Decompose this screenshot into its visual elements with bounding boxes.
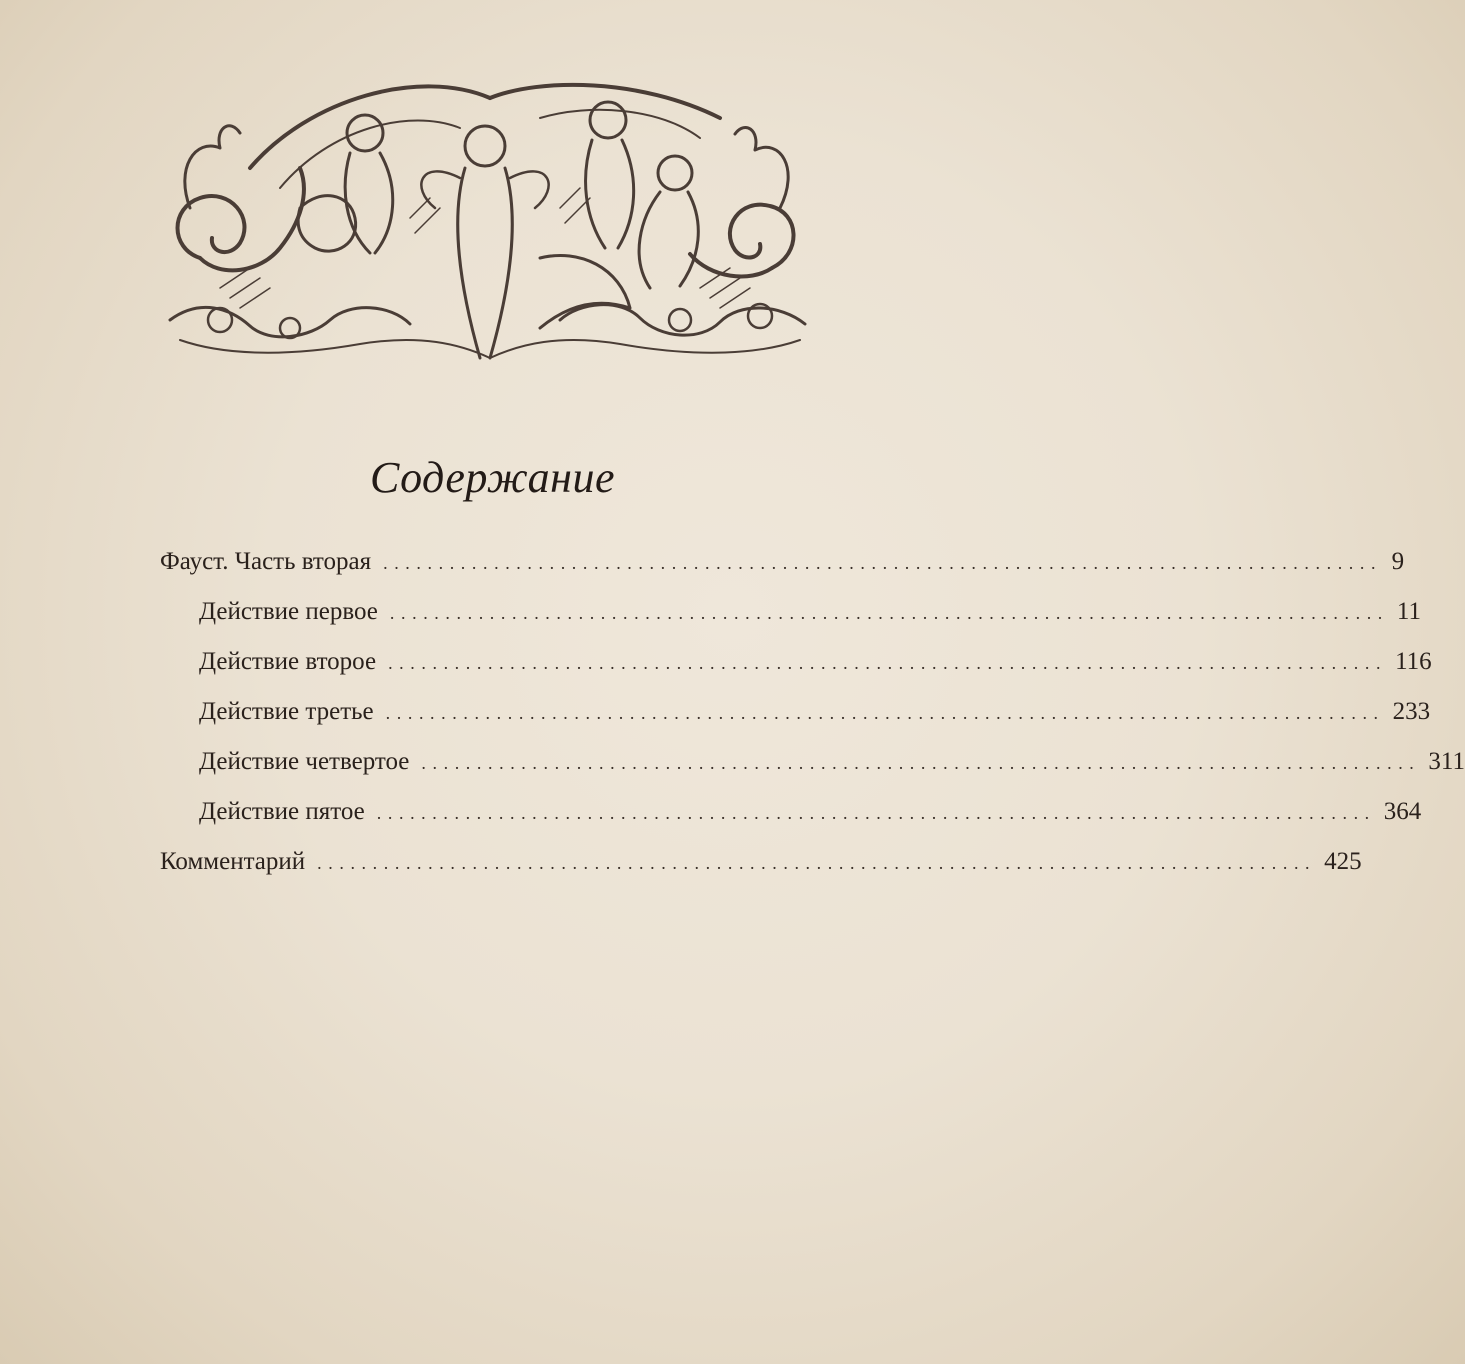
- toc-entry[interactable]: [160, 648, 1432, 698]
- dot-leader: ..........................................................................................: [383, 553, 1383, 573]
- toc-entry-title: Действие четвертое: [199, 748, 410, 775]
- toc-entry[interactable]: [160, 798, 1422, 848]
- toc-entry-page: 11: [1396, 598, 1421, 625]
- toc-entry-title: Фауст. Часть вторая: [160, 548, 372, 575]
- table-of-contents: [160, 548, 1465, 898]
- dot-leader: ..........................................................................................: [385, 703, 1385, 723]
- toc-entry-page: 233: [1392, 698, 1431, 725]
- dot-leader: ..........................................................................................: [317, 853, 1317, 873]
- dot-leader: ..........................................................................................: [389, 603, 1389, 623]
- toc-entry-page: 425: [1324, 848, 1362, 875]
- toc-entry-title: Действие пятое: [199, 798, 365, 825]
- toc-entry-title: Действие первое: [199, 598, 378, 625]
- toc-entry[interactable]: [160, 548, 1405, 598]
- toc-entry-page: 311: [1428, 748, 1465, 775]
- dot-leader: ..........................................................................................: [421, 753, 1421, 773]
- dot-leader: ..........................................................................................: [388, 653, 1388, 673]
- toc-entry[interactable]: [160, 698, 1431, 748]
- toc-entry-page: 9: [1391, 548, 1405, 575]
- toc-entry-title: Комментарий: [160, 848, 306, 875]
- toc-entry[interactable]: [160, 848, 1362, 898]
- toc-entry-page: 116: [1395, 648, 1432, 675]
- toc-entry[interactable]: [160, 748, 1465, 798]
- toc-entry-page: 364: [1383, 798, 1422, 825]
- toc-entry-title: Действие третье: [199, 698, 374, 725]
- mermaids-cherub-vignette-icon: [160, 58, 812, 410]
- dot-leader: ..........................................................................................: [376, 803, 1376, 823]
- toc-entry[interactable]: [160, 598, 1421, 648]
- toc-entry-title: Действие второе: [199, 648, 377, 675]
- page-title: Содержание: [369, 453, 615, 502]
